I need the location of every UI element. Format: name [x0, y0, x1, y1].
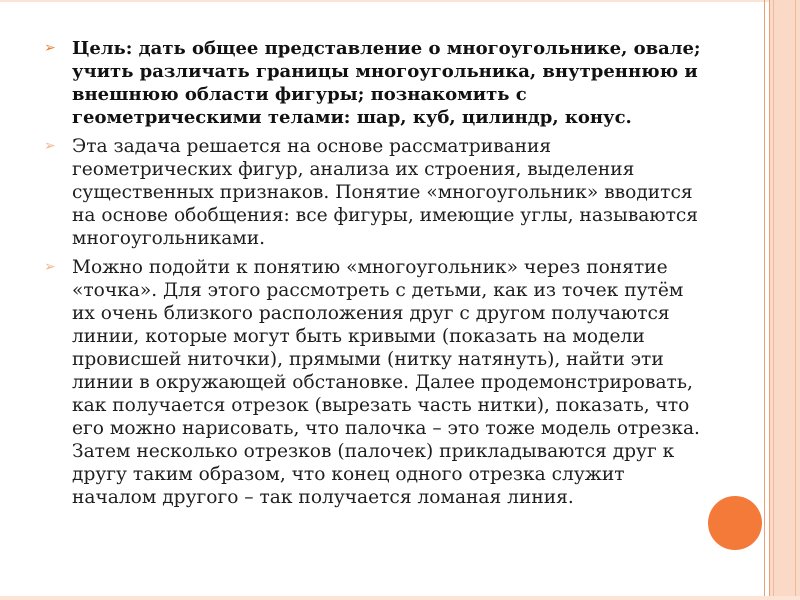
- text-line: геометрических фигур, анализа их строения, выделения: [72, 159, 635, 180]
- bullet-paragraph-goal: [44, 37, 704, 129]
- text-line: его можно нарисовать, что палочка – это тоже модель отрезка.: [72, 418, 700, 439]
- bullet-paragraph-method: [44, 256, 704, 509]
- text-line: геометрическими телами: шар, куб, цилиндр, конус.: [72, 107, 632, 128]
- right-border-line: [773, 0, 774, 600]
- text-line: внешнюю области фигуры; познакомить с: [72, 84, 527, 105]
- right-border-line: [769, 0, 770, 600]
- text-line: многоугольниками.: [72, 228, 266, 249]
- orange-chevron-bullet-icon: ➢: [44, 138, 56, 154]
- text-line: началом другого – так получается ломаная линия.: [72, 487, 574, 508]
- text-line: «точка». Для этого рассмотреть с детьми, как из точек путём: [72, 280, 684, 301]
- text-line: учить различать границы многоугольника, внутреннюю и: [72, 61, 698, 82]
- bottom-border-strip: [0, 596, 800, 600]
- text-line: провисшей ниточки), прямыми (нитку натянуть), найти эти: [72, 349, 664, 370]
- top-border-strip: [0, 0, 800, 2]
- bullet-paragraph-task: [44, 135, 704, 250]
- text-line: существенных признаков. Понятие «многоугольник» вводится: [72, 182, 693, 203]
- orange-chevron-bullet-icon: ➢: [44, 40, 56, 56]
- right-border-line: [764, 0, 765, 600]
- text-line: линии, которые могут быть кривыми (показать на модели: [72, 326, 645, 347]
- text-line: Можно подойти к понятию «многоугольник» через понятие: [72, 257, 668, 278]
- text-line: линии в окружающей обстановке. Далее продемонстрировать,: [72, 372, 693, 393]
- text-line: Цель: дать общее представление о многоугольнике, овале;: [72, 38, 701, 59]
- text-line: как получается отрезок (вырезать часть нитки), показать, что: [72, 395, 690, 416]
- text-line: Эта задача решается на основе рассматривания: [72, 136, 552, 157]
- orange-chevron-bullet-icon: ➢: [44, 259, 56, 275]
- text-line: Затем несколько отрезков (палочек) прикладываются друг к: [72, 441, 675, 462]
- orange-circle-decoration: [708, 496, 762, 550]
- text-line: другу таким образом, что конец одного отрезка служит: [72, 464, 625, 485]
- right-border-line: [795, 0, 796, 600]
- slide-body: [44, 37, 704, 515]
- text-line: на основе обобщения: все фигуры, имеющие углы, называются: [72, 205, 699, 226]
- text-line: их очень близкого расположения друг с другом получаются: [72, 303, 670, 324]
